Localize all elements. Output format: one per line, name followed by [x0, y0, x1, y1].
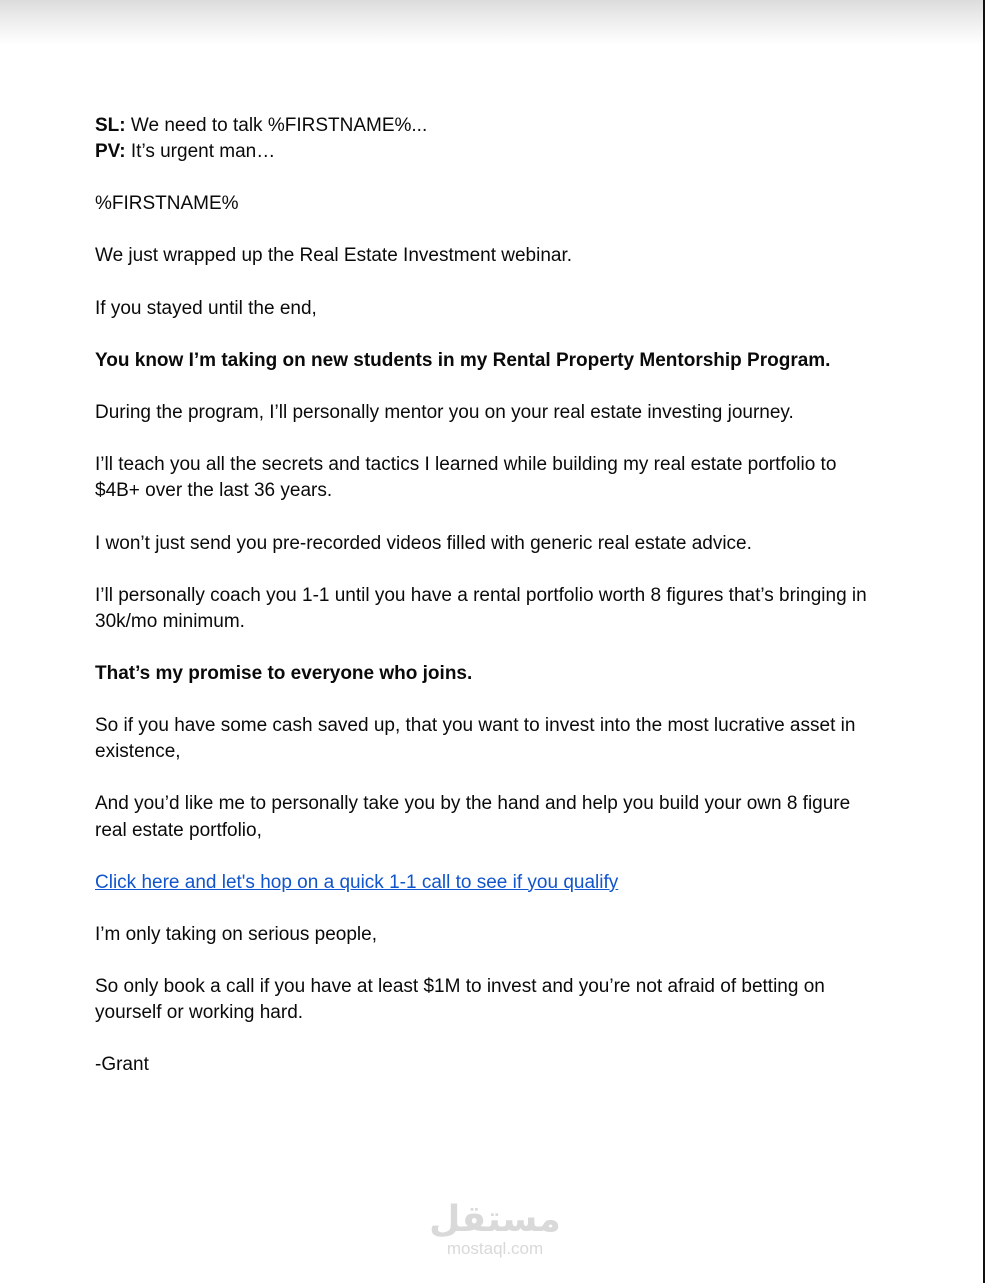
- cta-paragraph: [95, 870, 885, 896]
- paragraph-bold: That’s my promise to everyone who joins.: [95, 662, 473, 684]
- paragraph: I won’t just send you pre-recorded videos filled with generic real estate advice.: [95, 532, 752, 554]
- preview-line: [95, 139, 885, 165]
- signature: -Grant: [95, 1054, 149, 1076]
- paragraph: I’ll teach you all the secrets and tactics I learned while building my real estate portfolio to $4B+ over the last 36 years.: [95, 454, 837, 502]
- subject-text: We need to talk %FIRSTNAME%...: [125, 115, 428, 136]
- paragraph: I’m only taking on serious people,: [95, 923, 377, 945]
- book-call-link[interactable]: Click here and let's hop on a quick 1-1 call to see if you qualify: [95, 871, 619, 893]
- paragraph: And you’d like me to personally take you by the hand and help you build your own 8 figure real estate portfolio,: [95, 793, 851, 841]
- subject-line: [95, 113, 885, 139]
- paragraph: So if you have some cash saved up, that you want to invest into the most lucrative asset in existence,: [95, 715, 856, 763]
- paragraph: During the program, I’ll personally mentor you on your real estate investing journey.: [95, 402, 794, 424]
- paragraph: We just wrapped up the Real Estate Investment webinar.: [95, 245, 573, 267]
- email-document: [95, 113, 885, 1105]
- paragraph: If you stayed until the end,: [95, 297, 317, 319]
- watermark: [420, 1200, 570, 1258]
- paragraph: I’ll personally coach you 1-1 until you have a rental portfolio worth 8 figures that’s bringing in 30k/mo minimum.: [95, 584, 867, 632]
- paragraph: So only book a call if you have at least $1M to invest and you’re not afraid of betting on yourself or working hard.: [95, 976, 825, 1024]
- preview-text: It’s urgent man…: [125, 141, 276, 163]
- subject-label: SL:: [95, 115, 126, 136]
- preview-label: PV:: [95, 141, 126, 163]
- top-shadow: [0, 0, 983, 46]
- watermark-url: mostaql.com: [446, 1239, 544, 1258]
- watermark-logo: مستقل: [429, 1199, 561, 1240]
- greeting: %FIRSTNAME%: [95, 193, 239, 215]
- paragraph-bold: You know I’m taking on new students in my Rental Property Mentorship Program.: [95, 349, 831, 371]
